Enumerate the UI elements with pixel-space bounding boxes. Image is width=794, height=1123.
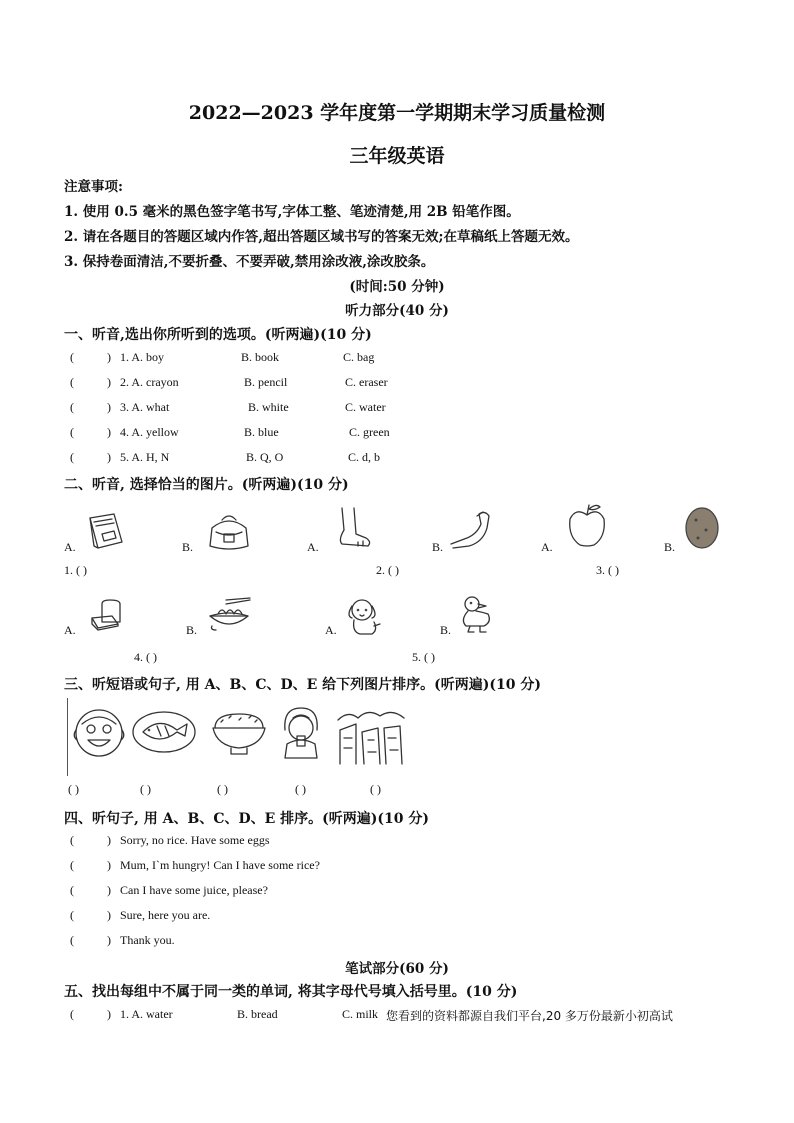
potato-icon[interactable] [682, 506, 722, 550]
rice-bowl-icon[interactable] [209, 708, 269, 756]
option-label: A. [64, 540, 76, 554]
section1-item [0, 350, 794, 366]
order-paren[interactable]: ( [70, 858, 74, 872]
option-a: 3. A. what [120, 400, 170, 414]
order-paren-close: ) [107, 933, 111, 947]
sentence-item [0, 908, 794, 924]
sentence-text: Thank you. [120, 933, 175, 947]
option-label: B. [664, 540, 676, 554]
option-b: B. pencil [244, 375, 288, 389]
section1-item [0, 425, 794, 441]
order-blank[interactable]: ( ) [370, 782, 381, 796]
section4-heading: 四、听句子, 用 A、B、C、D、E 排序。(听两遍)(10 分) [64, 811, 429, 827]
option-a: 2. A. crayon [120, 375, 179, 389]
listening-part-title: 听力部分(40 分) [345, 303, 449, 319]
order-paren-close: ) [107, 833, 111, 847]
answer-blank-1[interactable]: 1. ( ) [64, 563, 87, 577]
sentence-text: Sure, here you are. [120, 908, 211, 922]
order-blank[interactable]: ( ) [217, 782, 228, 796]
girl-drinking-icon[interactable] [273, 704, 329, 760]
option-c: C. eraser [345, 375, 388, 389]
option-b: B. white [248, 400, 289, 414]
answer-paren-open[interactable]: ( [70, 450, 74, 464]
order-paren[interactable]: ( [70, 933, 74, 947]
sentence-item [0, 833, 794, 849]
section1-heading: 一、听音,选出你所听到的选项。(听两遍)(10 分) [64, 327, 372, 343]
section5-heading: 五、找出每组中不属于同一类的单词, 将其字母代号填入括号里。(10 分) [64, 984, 518, 1000]
answer-paren-close: ) [107, 350, 111, 364]
order-paren[interactable]: ( [70, 908, 74, 922]
order-blank[interactable]: ( ) [140, 782, 151, 796]
book-icon[interactable] [84, 510, 126, 552]
face-icon[interactable] [72, 706, 126, 760]
option-a: 1. A. water [120, 1007, 173, 1021]
exam-subtitle: 三年级英语 [349, 145, 445, 167]
option-a: 5. A. H, N [120, 450, 170, 464]
option-a: 1. A. boy [120, 350, 165, 364]
option-label: B. [186, 623, 198, 637]
order-paren-close: ) [107, 908, 111, 922]
watermark-text: 您看到的资料都源自我们平台,20 多万份最新小初高试 [386, 1009, 673, 1023]
arm-icon[interactable] [447, 506, 493, 550]
order-paren[interactable]: ( [70, 883, 74, 897]
option-c: C. green [349, 425, 390, 439]
writing-part-title: 笔试部分(60 分) [345, 961, 449, 977]
duck-icon[interactable] [458, 594, 494, 636]
notice-item-2: 2. 请在各题目的答题区域内作答,超出答题区域书写的答案无效;在草稿纸上答题无效。 [64, 229, 579, 245]
answer-paren-close: ) [107, 450, 111, 464]
answer-paren-close: ) [107, 400, 111, 414]
dog-icon[interactable] [344, 596, 384, 638]
sentence-text: Mum, I`m hungry! Can I have some rice? [120, 858, 320, 872]
answer-blank-3[interactable]: 3. ( ) [596, 563, 619, 577]
notice-heading: 注意事项: [64, 179, 123, 195]
option-label: A. [541, 540, 553, 554]
option-c: C. water [345, 400, 386, 414]
sentence-item [0, 858, 794, 874]
sentence-item [0, 883, 794, 899]
option-b: B. bread [237, 1007, 278, 1021]
section1-item [0, 450, 794, 466]
notice-item-1: 1. 使用 0.5 毫米的黑色签字笔书写,字体工整、笔迹清楚,用 2B 铅笔作图。 [64, 204, 520, 220]
apple-icon[interactable] [566, 503, 608, 549]
noodles-icon[interactable] [206, 596, 252, 634]
option-label: B. [432, 540, 444, 554]
margin-rule [67, 698, 68, 776]
vegetables-icon[interactable] [334, 708, 408, 766]
section5-item [0, 1007, 794, 1023]
option-c: C. milk [342, 1007, 379, 1021]
option-b: B. Q, O [246, 450, 284, 464]
answer-paren-open[interactable]: ( [70, 1007, 74, 1021]
answer-paren-close: ) [107, 1007, 111, 1021]
section2-heading: 二、听音, 选择恰当的图片。(听两遍)(10 分) [64, 477, 349, 493]
answer-paren-open[interactable]: ( [70, 375, 74, 389]
section1-item [0, 400, 794, 416]
section3-heading: 三、听短语或句子, 用 A、B、C、D、E 给下列图片排序。(听两遍)(10 分) [64, 677, 541, 693]
answer-paren-open[interactable]: ( [70, 350, 74, 364]
order-blank[interactable]: ( ) [68, 782, 79, 796]
sentence-text: Sorry, no rice. Have some eggs [120, 833, 270, 847]
answer-paren-close: ) [107, 425, 111, 439]
option-b: B. blue [244, 425, 279, 439]
answer-blank-5[interactable]: 5. ( ) [412, 650, 435, 664]
option-label: A. [325, 623, 337, 637]
option-c: C. bag [343, 350, 375, 364]
sentence-text: Can I have some juice, please? [120, 883, 268, 897]
option-label: B. [440, 623, 452, 637]
notice-item-3: 3. 保持卷面清洁,不要折叠、不要弄破,禁用涂改液,涂改胶条。 [64, 254, 435, 270]
order-blank[interactable]: ( ) [295, 782, 306, 796]
option-label: A. [307, 540, 319, 554]
answer-paren-close: ) [107, 375, 111, 389]
option-label: B. [182, 540, 194, 554]
answer-paren-open[interactable]: ( [70, 425, 74, 439]
option-c: C. d, b [348, 450, 381, 464]
section1-item [0, 375, 794, 391]
option-a: 4. A. yellow [120, 425, 179, 439]
answer-paren-open[interactable]: ( [70, 400, 74, 414]
order-paren[interactable]: ( [70, 833, 74, 847]
schoolbag-icon[interactable] [204, 510, 254, 552]
order-paren-close: ) [107, 858, 111, 872]
sentence-item [0, 933, 794, 949]
exam-title: 2022—2023 学年度第一学期期末学习质量检测 [188, 102, 606, 124]
option-b: B. book [241, 350, 280, 364]
foot-icon[interactable] [328, 506, 374, 550]
fish-dish-icon[interactable] [131, 702, 197, 756]
order-paren-close: ) [107, 883, 111, 897]
option-label: A. [64, 623, 76, 637]
answer-blank-4[interactable]: 4. ( ) [134, 650, 157, 664]
bread-icon[interactable] [88, 600, 126, 632]
exam-time: (时间:50 分钟) [349, 279, 445, 295]
answer-blank-2[interactable]: 2. ( ) [376, 563, 399, 577]
